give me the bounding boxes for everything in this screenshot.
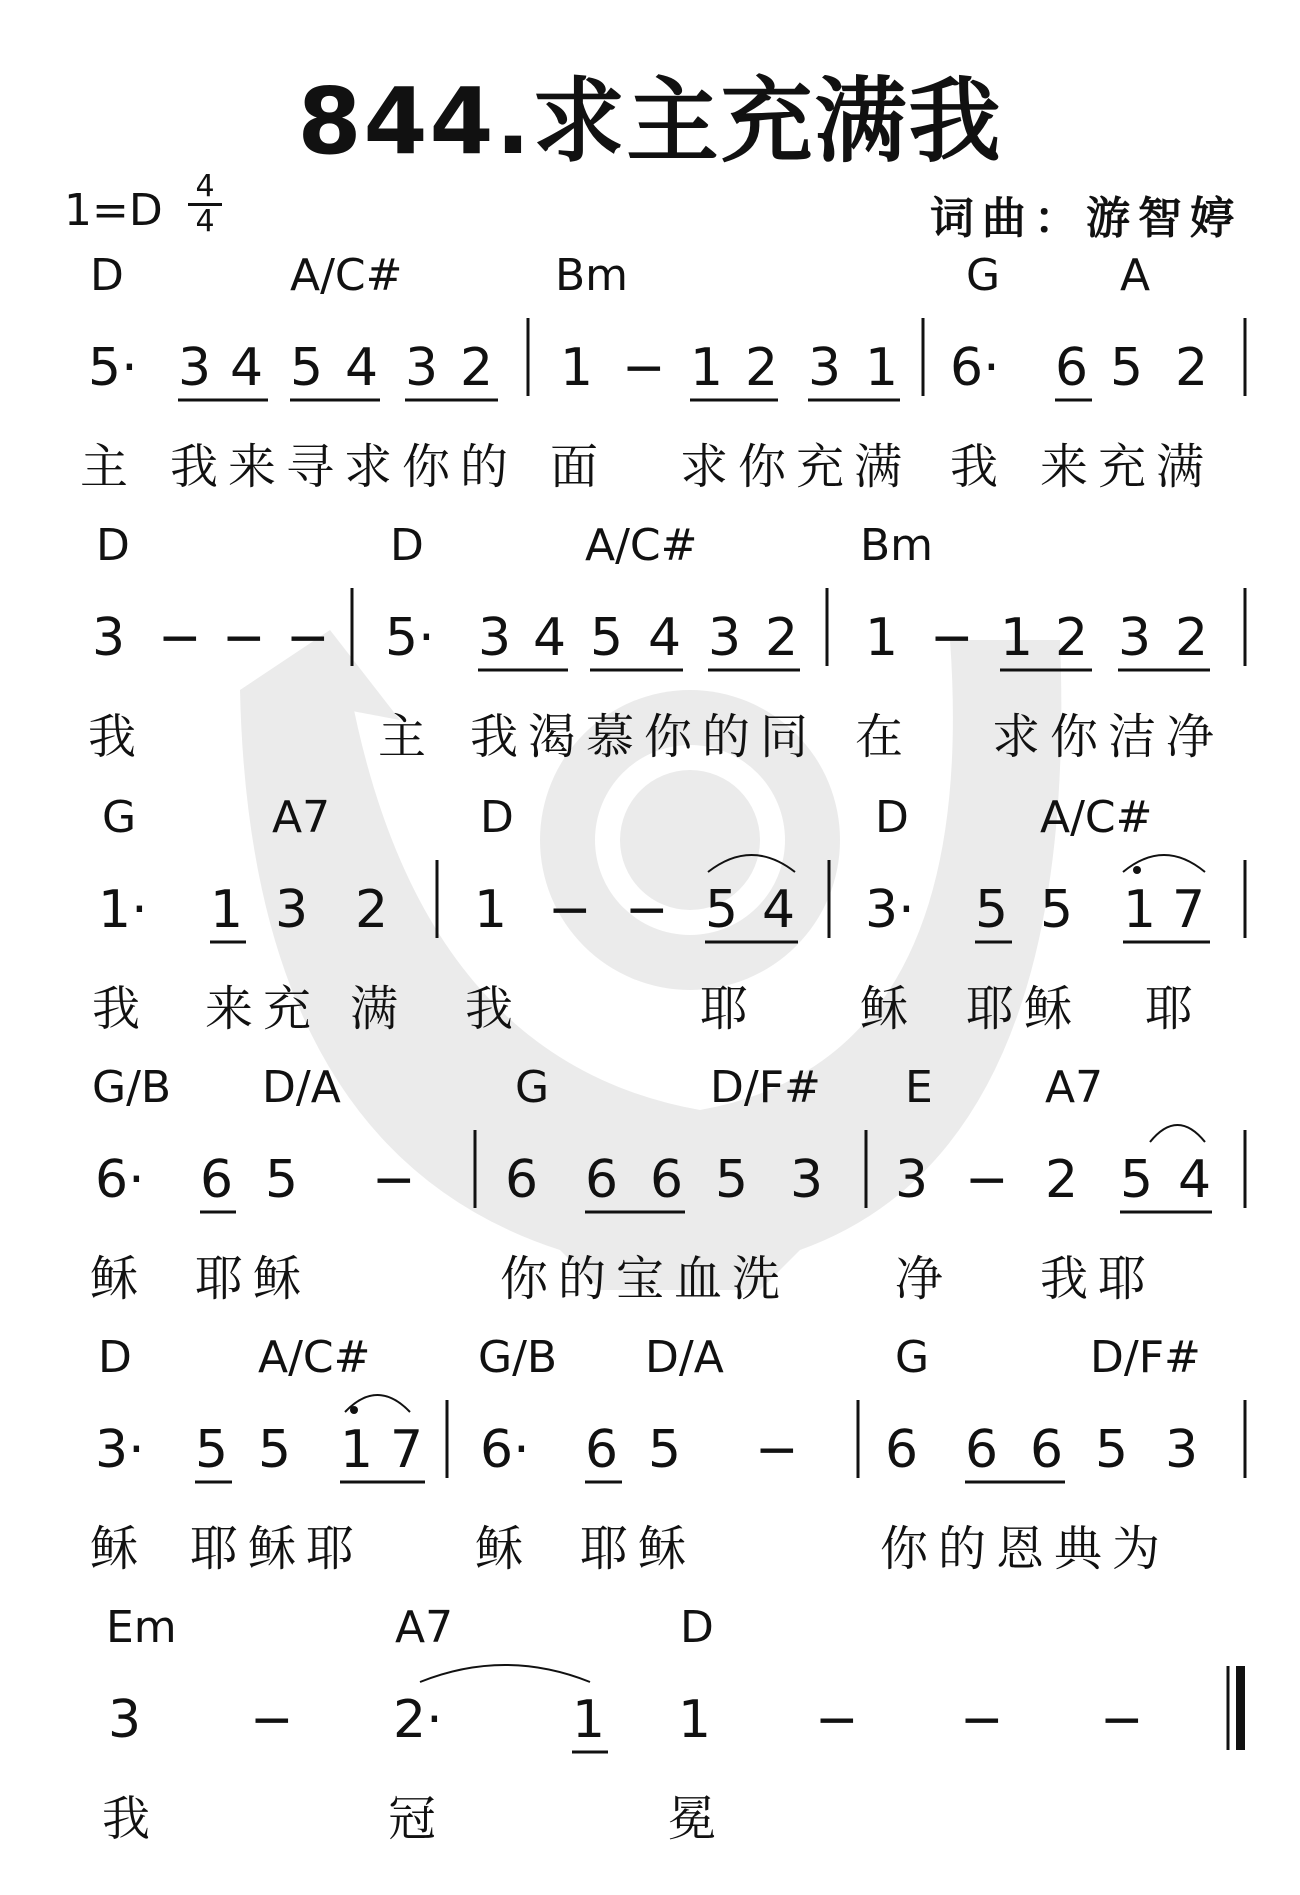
- note-token: 6: [885, 1420, 919, 1480]
- note-token: 3: [1165, 1420, 1199, 1480]
- note-token: 4: [345, 338, 379, 398]
- chord-symbol: G: [102, 792, 137, 843]
- lyric-text: 主: [80, 439, 139, 495]
- note-token: 7: [1172, 880, 1206, 940]
- chord-symbol: Em: [106, 1602, 177, 1653]
- note-token: 3: [895, 1150, 929, 1210]
- chord-symbol: D: [96, 520, 130, 571]
- chord-symbol: G/B: [92, 1062, 172, 1113]
- chord-symbol: D: [875, 792, 909, 843]
- lyric-text: 我耶: [1040, 1251, 1157, 1307]
- lyric-text: 耶稣: [966, 981, 1083, 1037]
- note-token: 1: [474, 880, 508, 940]
- chord-symbol: A/C#: [585, 520, 698, 571]
- key-signature: 1=D: [64, 185, 163, 236]
- lyric-text: 我: [88, 709, 147, 765]
- note-token: 6: [1055, 338, 1089, 398]
- time-signature-bottom: 4: [195, 204, 215, 239]
- note-token: 1: [678, 1690, 712, 1750]
- lyric-text: 稣: [90, 1521, 149, 1577]
- chord-symbol: Bm: [860, 520, 934, 571]
- note-token: 1: [340, 1420, 374, 1480]
- lyric-text: 净: [895, 1251, 954, 1307]
- note-token: 3: [708, 608, 742, 668]
- lyric-text: 满: [350, 981, 409, 1037]
- note-token: 5: [1110, 338, 1144, 398]
- note-token: 6·: [950, 338, 1000, 398]
- note-token: 6: [585, 1420, 619, 1480]
- note-token: 6·: [480, 1420, 530, 1480]
- chord-symbol: D/A: [262, 1062, 341, 1113]
- note-token: −: [548, 880, 592, 940]
- note-token: 2: [1175, 338, 1209, 398]
- note-token: 5: [195, 1420, 229, 1480]
- lyric-text: 耶稣耶: [190, 1521, 365, 1577]
- lyric-text: 来充满: [1040, 439, 1215, 495]
- note-token: 5: [648, 1420, 682, 1480]
- note-token: 5: [590, 608, 624, 668]
- note-token: 2: [1055, 608, 1089, 668]
- lyric-text: 我: [102, 1791, 161, 1847]
- lyric-text: 耶: [700, 981, 759, 1037]
- lyric-text: 冕: [668, 1791, 727, 1847]
- note-token: 5·: [88, 338, 138, 398]
- note-token: 6: [650, 1150, 684, 1210]
- note-token: 3: [92, 608, 126, 668]
- chord-symbol: A7: [395, 1602, 454, 1653]
- note-token: −: [625, 880, 669, 940]
- note-token: 6: [200, 1150, 234, 1210]
- note-token: 3: [178, 338, 212, 398]
- high-octave-dot: [1133, 866, 1141, 874]
- note-token: 2: [460, 338, 494, 398]
- lyric-text: 稣: [475, 1521, 534, 1577]
- lyric-text: 耶: [1145, 981, 1204, 1037]
- chord-symbol: D: [480, 792, 514, 843]
- note-token: 5: [1095, 1420, 1129, 1480]
- note-token: 1: [1123, 880, 1157, 940]
- song-title: 844.求主充满我: [297, 68, 1003, 175]
- note-token: 6: [1030, 1420, 1064, 1480]
- note-token: −: [158, 608, 202, 668]
- tie-slur: [420, 1665, 590, 1682]
- note-token: −: [930, 608, 974, 668]
- note-token: −: [622, 338, 666, 398]
- lyric-text: 耶稣: [580, 1521, 697, 1577]
- lyric-text: 求你充满: [680, 439, 913, 495]
- chord-symbol: E: [905, 1062, 933, 1113]
- chord-symbol: D: [390, 520, 424, 571]
- note-token: 2: [765, 608, 799, 668]
- note-token: −: [965, 1150, 1009, 1210]
- note-token: 3: [108, 1690, 142, 1750]
- note-token: 3: [808, 338, 842, 398]
- lyric-text: 面: [550, 439, 609, 495]
- chord-symbol: G: [966, 250, 1001, 301]
- note-token: 3: [478, 608, 512, 668]
- note-token: 5: [715, 1150, 749, 1210]
- note-token: 5: [975, 880, 1009, 940]
- chord-symbol: A: [1120, 250, 1151, 301]
- note-token: 5: [1040, 880, 1074, 940]
- note-token: −: [960, 1690, 1004, 1750]
- lyric-text: 在: [855, 709, 914, 765]
- note-token: 1: [690, 338, 724, 398]
- note-token: 6: [505, 1150, 539, 1210]
- lyric-text: 我: [465, 981, 524, 1037]
- note-token: 2: [1045, 1150, 1079, 1210]
- chord-symbol: A7: [1045, 1062, 1104, 1113]
- note-token: 1: [560, 338, 594, 398]
- final-bar-thick: [1236, 1666, 1245, 1750]
- note-token: 1: [1000, 608, 1034, 668]
- note-token: 3·: [865, 880, 915, 940]
- note-token: 3: [405, 338, 439, 398]
- note-token: 4: [533, 608, 567, 668]
- chord-symbol: G: [895, 1332, 930, 1383]
- author-credit: 词曲：游智婷: [930, 193, 1242, 244]
- lyric-text: 你的宝血洗: [500, 1251, 791, 1307]
- chord-symbol: G: [515, 1062, 550, 1113]
- note-token: −: [815, 1690, 859, 1750]
- note-token: 5: [265, 1150, 299, 1210]
- note-token: 5·: [385, 608, 435, 668]
- lyric-text: 主: [378, 709, 437, 765]
- note-token: 1: [572, 1690, 606, 1750]
- chord-symbol: D: [98, 1332, 132, 1383]
- lyric-text: 我来寻求你的: [170, 439, 519, 495]
- note-token: 2: [1175, 608, 1209, 668]
- note-token: 1: [210, 880, 244, 940]
- lyric-text: 求你洁净: [992, 709, 1225, 765]
- note-token: −: [250, 1690, 294, 1750]
- note-token: 5: [258, 1420, 292, 1480]
- chord-symbol: A/C#: [1040, 792, 1153, 843]
- chord-symbol: A/C#: [290, 250, 403, 301]
- note-token: 3: [790, 1150, 824, 1210]
- note-token: 2: [355, 880, 389, 940]
- note-token: 6: [585, 1150, 619, 1210]
- note-token: 6·: [95, 1150, 145, 1210]
- note-token: −: [222, 608, 266, 668]
- note-token: 3: [1118, 608, 1152, 668]
- note-token: 1: [865, 608, 899, 668]
- note-token: 4: [230, 338, 264, 398]
- chord-symbol: D: [680, 1602, 714, 1653]
- chord-symbol: D/F#: [710, 1062, 821, 1113]
- note-token: 5: [1120, 1150, 1154, 1210]
- chord-symbol: D/F#: [1090, 1332, 1201, 1383]
- lyric-text: 来充: [205, 981, 322, 1037]
- lyric-text: 你的恩典为: [880, 1521, 1171, 1577]
- note-token: 4: [762, 880, 796, 940]
- note-token: 2·: [393, 1690, 443, 1750]
- note-token: −: [286, 608, 330, 668]
- note-token: 4: [648, 608, 682, 668]
- chord-symbol: D/A: [645, 1332, 724, 1383]
- tie-slur: [708, 855, 795, 872]
- note-token: 5: [290, 338, 324, 398]
- note-token: 3: [275, 880, 309, 940]
- note-token: 4: [1178, 1150, 1212, 1210]
- lyric-text: 耶稣: [195, 1251, 312, 1307]
- chord-symbol: G/B: [478, 1332, 558, 1383]
- note-token: −: [372, 1150, 416, 1210]
- note-token: 5: [705, 880, 739, 940]
- lyric-text: 我渴慕你的同: [470, 709, 819, 765]
- lyric-text: 我: [950, 439, 1009, 495]
- note-token: 2: [745, 338, 779, 398]
- lyric-text: 我: [92, 981, 151, 1037]
- note-token: 6: [965, 1420, 999, 1480]
- lyric-text: 冠: [388, 1791, 447, 1847]
- time-signature-top: 4: [195, 169, 215, 204]
- chord-symbol: A7: [272, 792, 331, 843]
- note-token: −: [1100, 1690, 1144, 1750]
- note-token: 3·: [95, 1420, 145, 1480]
- chord-symbol: A/C#: [258, 1332, 371, 1383]
- note-token: −: [755, 1420, 799, 1480]
- note-token: 7: [390, 1420, 424, 1480]
- lyric-text: 稣: [90, 1251, 149, 1307]
- chord-symbol: D: [90, 250, 124, 301]
- chord-symbol: Bm: [555, 250, 629, 301]
- note-token: 1: [865, 338, 899, 398]
- tie-slur: [1150, 1125, 1205, 1142]
- lyric-text: 稣: [860, 981, 919, 1037]
- note-token: 1·: [98, 880, 148, 940]
